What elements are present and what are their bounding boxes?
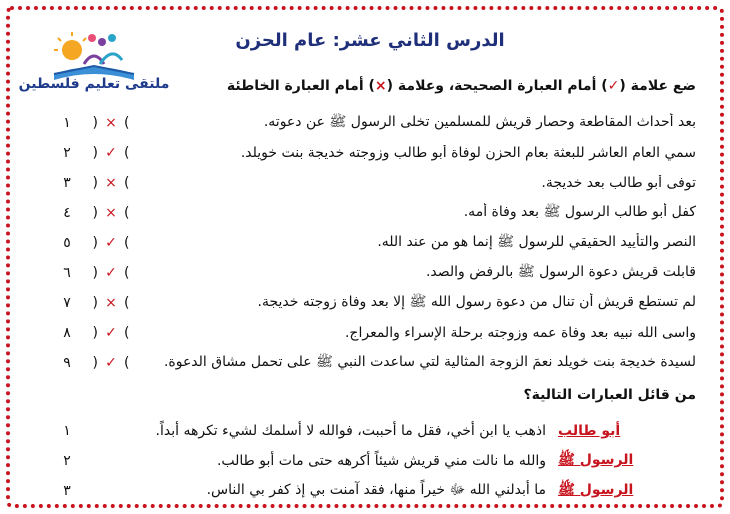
quote-text: ما أبدلني الله ﷻ خيراً منها، فقد آمنت بي إذ كفر بي الناس. [206, 482, 546, 498]
check-mark-icon: ✓ [607, 78, 620, 94]
answer-mark: ✓ [105, 145, 117, 161]
item-number: ٢ [63, 145, 71, 161]
answer-mark: × [105, 205, 117, 221]
quote-number: ٣ [63, 483, 71, 499]
answer-box: )✓( [92, 235, 130, 251]
item-number: ٤ [63, 205, 71, 221]
item-text: واسى الله نبيه بعد وفاة عمه وزوجته برحلة الإسراء والمعراج. [344, 325, 696, 341]
true-false-list [56, 108, 696, 378]
item-text: قابلت قريش دعوة الرسول ﷺ بالرفض والصد. [425, 264, 696, 280]
page-title: الدرس الثاني عشر: عام الحزن [235, 30, 505, 51]
list-item [56, 228, 696, 258]
logo-text: ملتقى تعليم فلسطين [18, 76, 170, 92]
list-item [56, 258, 696, 288]
answer-mark: ✓ [105, 235, 117, 251]
answer-mark: ✓ [105, 325, 117, 341]
cross-mark-icon: × [374, 78, 387, 94]
item-number: ٦ [63, 265, 71, 281]
list-item [56, 288, 696, 318]
quote-item [56, 476, 696, 506]
list-item [56, 108, 696, 138]
item-text: لسيدة خديجة بنت خويلد نعمَ الزوجة المثالية لتي ساعدت النبي ﷺ على تحمل مشاق الدعوة. [163, 354, 696, 370]
item-text: النصر والتأييد الحقيقي للرسول ﷺ إنما هو من عند الله. [377, 234, 696, 250]
answer-box: )×( [92, 115, 130, 131]
answer-box: )×( [92, 175, 130, 191]
section-title: من قائل العبارات التالية؟ [523, 387, 696, 403]
answer-mark: ✓ [105, 355, 117, 371]
instruction-middle: ) أمام العبارة الصحيحة، وعلامة ( [386, 78, 608, 94]
item-number: ٧ [63, 295, 71, 311]
answer-mark: ✓ [105, 265, 117, 281]
quote-answer: أبو طالب [558, 423, 621, 439]
quote-text: اذهب يا ابن أخي، فقل ما أحببت، فوالله لا أسلمك لشيء تكرهه أبداً. [155, 423, 546, 439]
item-number: ٣ [63, 175, 71, 191]
quote-text: والله ما نالت مني قريش شيئاً أكرهه حتى مات أبو طالب. [216, 453, 546, 469]
quote-item [56, 416, 696, 446]
answer-mark: × [105, 175, 117, 191]
instruction-suffix: ) أمام العبارة الخاطئة [226, 78, 375, 94]
answer-box: )✓( [92, 265, 130, 281]
item-text: لم تستطع قريش أن تنال من دعوة رسول الله ﷺ إلا بعد وفاة زوجته خديجة. [257, 294, 696, 310]
item-text: بعد أحداث المقاطعة وحصار قريش للمسلمين تخلى الرسول ﷺ عن دعوته. [263, 114, 696, 130]
answer-box: )✓( [92, 145, 130, 161]
instruction-text [227, 78, 696, 94]
answer-box: )×( [92, 295, 130, 311]
quote-answer: الرسول ﷺ [558, 452, 634, 468]
item-number: ٥ [63, 235, 71, 251]
answer-box: )✓( [92, 355, 130, 371]
item-number: ١ [63, 115, 71, 131]
item-number: ٩ [63, 355, 71, 371]
item-text: توفى أبو طالب بعد خديجة. [541, 175, 696, 191]
item-text: سمي العام العاشر للبعثة بعام الحزن لوفاة أبو طالب وزوجته خديجة بنت خويلد. [240, 145, 696, 161]
answer-mark: × [105, 115, 117, 131]
answer-box: )✓( [92, 325, 130, 341]
item-number: ٨ [63, 325, 71, 341]
list-item [56, 168, 696, 198]
quote-answer: الرسول ﷺ [558, 482, 634, 498]
list-item [56, 198, 696, 228]
answer-box: )×( [92, 205, 130, 221]
quote-number: ٢ [63, 453, 71, 469]
list-item [56, 348, 696, 378]
quote-list [56, 416, 696, 506]
list-item [56, 318, 696, 348]
instruction-prefix: ضع علامة ( [619, 78, 696, 94]
list-item [56, 138, 696, 168]
quote-number: ١ [63, 423, 71, 439]
quote-item [56, 446, 696, 476]
answer-mark: × [105, 295, 117, 311]
item-text: كفل أبو طالب الرسول ﷺ بعد وفاة أمه. [463, 204, 696, 220]
